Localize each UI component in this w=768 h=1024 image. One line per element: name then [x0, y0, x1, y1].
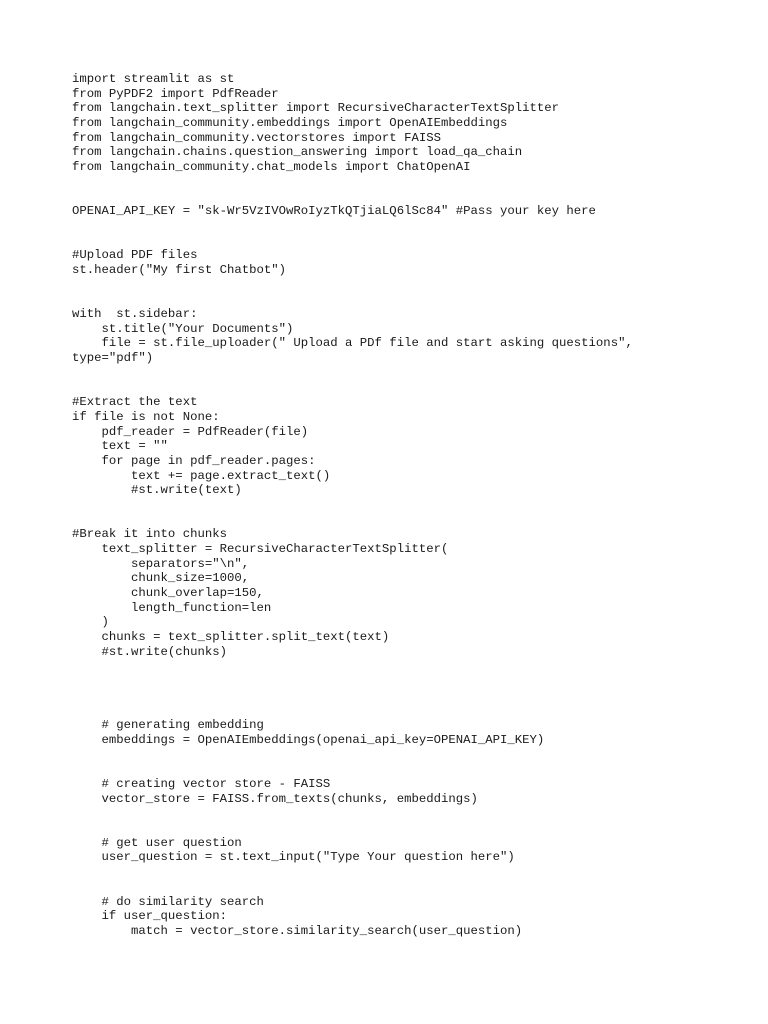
code-line	[72, 880, 633, 895]
code-line	[72, 762, 633, 777]
code-line	[72, 498, 633, 513]
code-line: match = vector_store.similarity_search(user_question)	[72, 923, 523, 938]
code-line: )	[72, 615, 109, 630]
code-line: type="pdf")	[72, 351, 154, 366]
code-line	[72, 660, 633, 675]
code-line: from langchain_community.chat_models import ChatOpenAI	[72, 160, 471, 175]
code-line: # get user question	[72, 835, 242, 850]
code-line: chunk_size=1000,	[72, 571, 250, 586]
code-line	[72, 190, 633, 205]
code-line: text += page.extract_text()	[72, 468, 331, 483]
code-line	[72, 865, 633, 880]
code-line	[72, 366, 633, 381]
code-line: chunks = text_splitter.split_text(text)	[72, 630, 390, 645]
code-line: text_splitter = RecursiveCharacterTextSplitter(	[72, 542, 449, 556]
code-line	[72, 234, 633, 249]
code-line: #st.write(text)	[72, 483, 242, 498]
code-line: #Extract the text	[72, 395, 198, 410]
code-line	[72, 806, 633, 821]
code-line: OPENAI_API_KEY = "sk-Wr5VzIVOwRoIyzTkQTjiaLQ6lSc84" #Pass your key here	[72, 204, 596, 219]
code-line: for page in pdf_reader.pages:	[72, 453, 316, 468]
code-line: st.title("Your Documents")	[72, 321, 294, 336]
code-line: #st.write(chunks)	[72, 644, 227, 659]
code-line: from langchain.chains.question_answering import load_qa_chain	[72, 145, 523, 160]
code-line: pdf_reader = PdfReader(file)	[72, 424, 309, 439]
code-line: separators="\n",	[72, 556, 250, 571]
code-line: from PyPDF2 import PdfReader	[72, 86, 279, 101]
code-line: user_question = st.text_input("Type Your question here")	[72, 850, 515, 865]
code-line: #Break it into chunks	[72, 527, 227, 542]
code-line: with st.sidebar:	[72, 307, 198, 321]
code-line	[72, 674, 633, 689]
code-line: from langchain_community.embeddings import OpenAIEmbeddings	[72, 116, 508, 131]
code-line	[72, 175, 633, 190]
code-line: #Upload PDF files	[72, 248, 198, 263]
code-line	[72, 513, 633, 528]
code-line: text = ""	[72, 439, 168, 454]
code-line: vector_store = FAISS.from_texts(chunks, embeddings)	[72, 791, 478, 806]
code-line: if user_question:	[72, 909, 227, 924]
code-line: # generating embedding	[72, 718, 264, 733]
code-line: if file is not None:	[72, 409, 220, 424]
code-line: # do similarity search	[72, 894, 264, 909]
code-line: import streamlit as st	[72, 72, 235, 86]
code-line: from langchain.text_splitter import RecursiveCharacterTextSplitter	[72, 101, 560, 116]
code-listing	[72, 72, 633, 939]
code-line	[72, 380, 633, 395]
code-line	[72, 748, 633, 763]
code-line	[72, 219, 633, 234]
code-line	[72, 689, 633, 704]
code-line: embeddings = OpenAIEmbeddings(openai_api_key=OPENAI_API_KEY)	[72, 732, 545, 747]
code-line: from langchain_community.vectorstores import FAISS	[72, 130, 441, 145]
code-line	[72, 821, 633, 836]
code-line: length_function=len	[72, 600, 272, 615]
code-line	[72, 292, 633, 307]
code-line: chunk_overlap=150,	[72, 586, 264, 601]
code-line: # creating vector store - FAISS	[72, 777, 331, 791]
code-line	[72, 704, 633, 719]
code-line: file = st.file_uploader(" Upload a PDf file and start asking questions",	[72, 336, 633, 351]
code-line	[72, 278, 633, 293]
code-line: st.header("My first Chatbot")	[72, 262, 287, 277]
